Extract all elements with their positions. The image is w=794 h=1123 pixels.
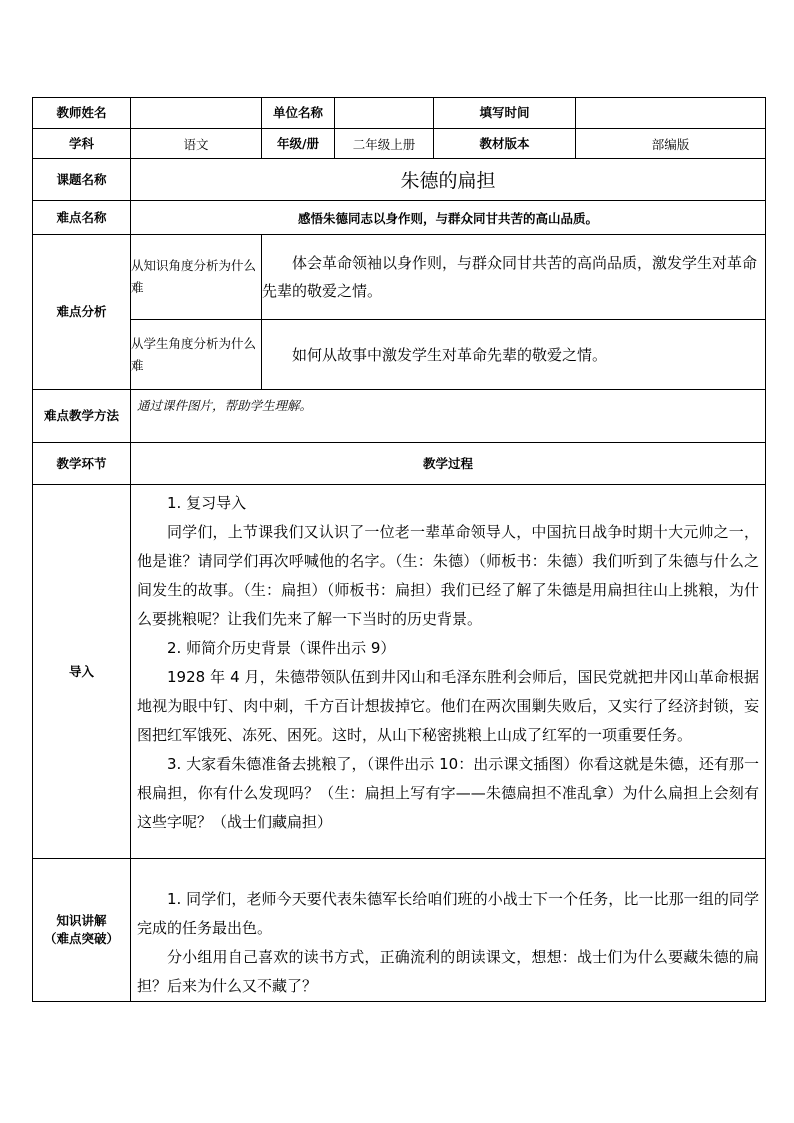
method-text: 通过课件图片，帮助学生理解。 <box>131 390 766 443</box>
knowledge-angle-label: 从知识角度分析为什么难 <box>131 235 262 320</box>
row-method <box>33 390 766 443</box>
student-angle-label: 从学生角度分析为什么难 <box>131 320 262 390</box>
row-difficulty <box>33 201 766 235</box>
stage-column-label: 教学环节 <box>33 443 131 485</box>
explain-paragraph-2: 分小组用自己喜欢的读书方式，正确流利的朗读课文，想想：战士们为什么要藏朱德的扁担？后来为什么又不藏了？ <box>137 948 759 995</box>
intro-content <box>131 485 766 859</box>
explain-label-line2: （难点突破） <box>43 931 119 946</box>
edition-label: 教材版本 <box>434 129 576 159</box>
knowledge-angle-text: 体会革命领袖以身作则，与群众同甘共苦的高尚品质，激发学生对革命先辈的敬爱之情。 <box>262 235 766 320</box>
student-angle-text: 如何从故事中激发学生对革命先辈的敬爱之情。 <box>262 320 766 390</box>
row-header-1 <box>33 98 766 129</box>
lesson-plan-table <box>32 97 766 1002</box>
grade-value: 二年级上册 <box>335 129 434 159</box>
teacher-name-value <box>131 98 262 129</box>
row-intro <box>33 485 766 859</box>
intro-label: 导入 <box>33 485 131 859</box>
unit-name-label: 单位名称 <box>262 98 335 129</box>
intro-paragraph-2: 1928 年 4 月，朱德带领队伍到井冈山和毛泽东胜利会师后，国民党就把井冈山革命根据地视为眼中钉、肉中刺，千方百计想拔掉它。他们在两次围剿失败后，又实行了经济封锁，妄图把红军饿死、冻死、困死。这时，从山下秘密挑粮上山成了红军的一项重要任务。 <box>137 668 759 744</box>
intro-step-2: 2. 师简介历史背景（课件出示 9） <box>167 639 396 657</box>
edition-value: 部编版 <box>576 129 766 159</box>
explain-content <box>131 859 766 1002</box>
grade-label: 年级/册 <box>262 129 335 159</box>
lesson-title: 朱德的扁担 <box>131 159 766 201</box>
explain-label <box>33 859 131 1002</box>
difficulty-label: 难点名称 <box>33 201 131 235</box>
teacher-name-label: 教师姓名 <box>33 98 131 129</box>
analysis-label: 难点分析 <box>33 235 131 390</box>
intro-paragraph-1: 同学们，上节课我们又认识了一位老一辈革命领导人，中国抗日战争时期十大元帅之一，他是谁？请同学们再次呼喊他的名字。（生：朱德）（师板书：朱德）我们听到了朱德与什么之间发生的故事。（生：扁担）（师板书：扁担）我们已经了解了朱德是用扁担往山上挑粮，为什么要挑粮呢？让我们先来了解一下当时的历史背景。 <box>137 523 759 628</box>
row-explain <box>33 859 766 1002</box>
fill-date-label: 填写时间 <box>434 98 576 129</box>
process-column-label: 教学过程 <box>131 443 766 485</box>
explain-label-line1: 知识讲解 <box>56 913 107 928</box>
method-label: 难点教学方法 <box>33 390 131 443</box>
row-analysis-knowledge <box>33 235 766 320</box>
row-lesson-title <box>33 159 766 201</box>
intro-step-1: 1. 复习导入 <box>167 494 247 512</box>
difficulty-value: 感悟朱德同志以身作则，与群众同甘共苦的高山品质。 <box>131 201 766 235</box>
row-process-header <box>33 443 766 485</box>
intro-step-3: 3. 大家看朱德准备去挑粮了，（课件出示 10：出示课文插图）你看这就是朱德，还有那一根扁担，你有什么发现吗？（生：扁担上写有字——朱德扁担不准乱拿）为什么扁担上会刻有这些字呢？（战士们藏扁担） <box>137 755 759 831</box>
lesson-title-label: 课题名称 <box>33 159 131 201</box>
row-header-2 <box>33 129 766 159</box>
unit-name-value <box>335 98 434 129</box>
subject-label: 学科 <box>33 129 131 159</box>
subject-value: 语文 <box>131 129 262 159</box>
fill-date-value <box>576 98 766 129</box>
row-analysis-student <box>33 320 766 390</box>
explain-paragraph-1: 1. 同学们，老师今天要代表朱德军长给咱们班的小战士下一个任务，比一比那一组的同学完成的任务最出色。 <box>137 890 759 937</box>
